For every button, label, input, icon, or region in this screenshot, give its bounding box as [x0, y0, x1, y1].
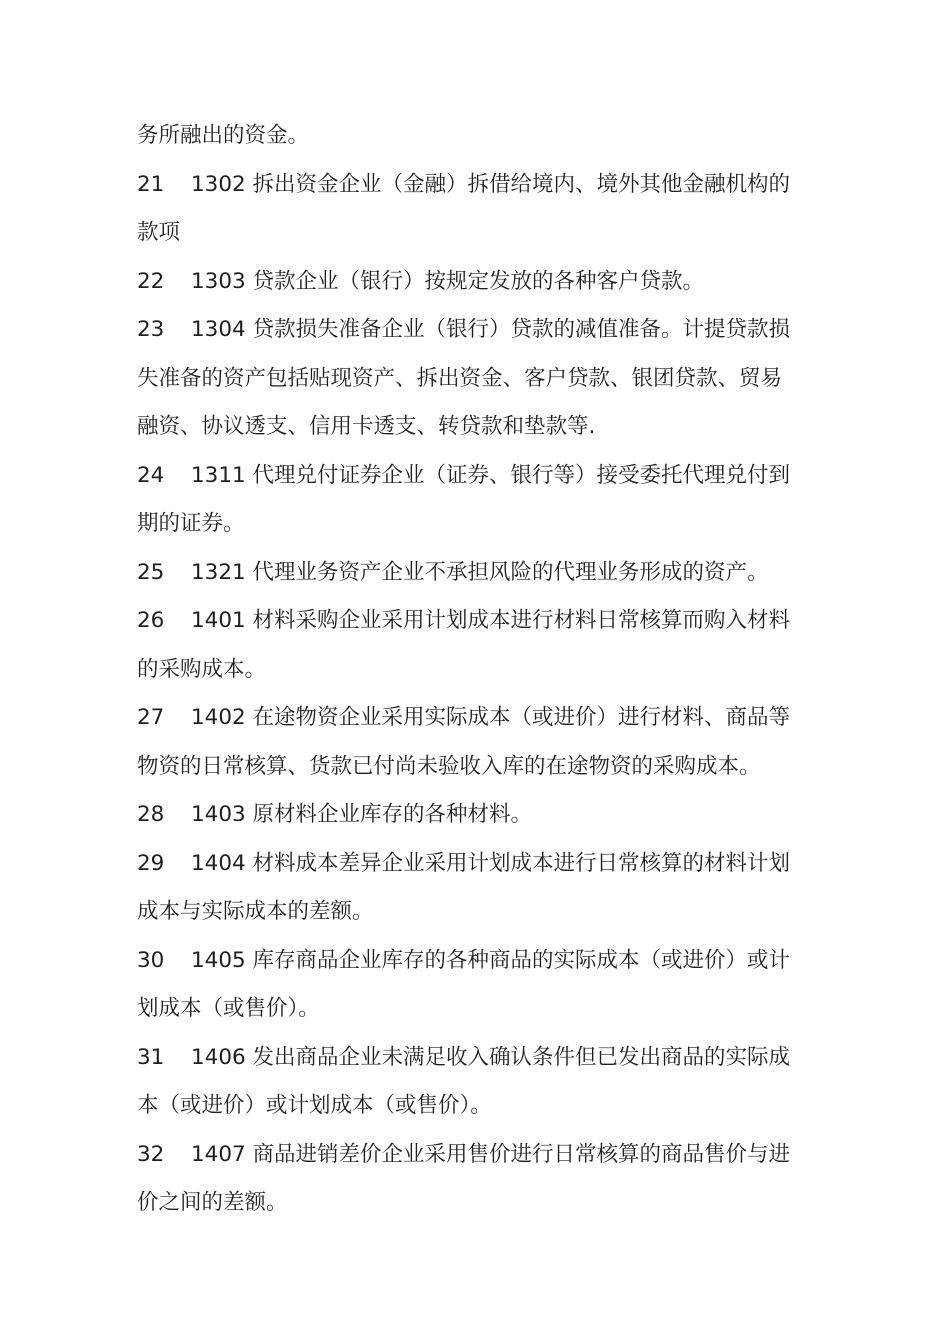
line-number: 30: [137, 947, 165, 973]
line-text: 物资的日常核算、货款已付尚未验收入库的在途物资的采购成本。: [137, 753, 761, 779]
text-line: [137, 549, 813, 598]
text-line: [137, 403, 813, 452]
text-line: [137, 355, 813, 404]
text-line: [137, 1034, 813, 1083]
line-number: 21: [137, 171, 165, 197]
line-text: 1304 贷款损失准备企业（银行）贷款的减值准备。计提贷款损: [191, 317, 791, 342]
text-line: [137, 452, 813, 501]
text-line: [137, 209, 813, 258]
line-text: 务所融出的资金。: [137, 123, 310, 148]
line-text: 1403 原材料企业库存的各种材料。: [191, 802, 533, 827]
line-text: 1406 发出商品企业未满足收入确认条件但已发出商品的实际成: [191, 1044, 791, 1070]
text-line: [137, 597, 813, 646]
text-line: [137, 646, 813, 695]
line-text: 1311 代理兑付证券企业（证券、银行等）接受委托代理兑付到: [191, 462, 791, 488]
line-number: 31: [137, 1044, 165, 1070]
text-line: [137, 1131, 813, 1180]
line-text: 1401 材料采购企业采用计划成本进行材料日常核算而购入材料: [191, 608, 791, 633]
text-line: [137, 161, 813, 210]
line-number: 24: [137, 462, 165, 488]
line-text: 1321 代理业务资产企业不承担风险的代理业务形成的资产。: [191, 559, 769, 585]
text-line: [137, 840, 813, 889]
text-line: [137, 1179, 813, 1228]
line-number: 29: [137, 850, 165, 876]
text-line: [137, 743, 813, 792]
line-text: 1303 贷款企业（银行）按规定发放的各种客户贷款。: [191, 268, 705, 294]
text-line: [137, 112, 813, 161]
line-number: 22: [137, 268, 165, 294]
line-text: 1405 库存商品企业库存的各种商品的实际成本（或进价）或计: [191, 947, 791, 973]
line-text: 1302 拆出资金企业（金融）拆借给境内、境外其他金融机构的: [191, 171, 791, 197]
line-text: 划成本（或售价）。: [137, 996, 320, 1021]
line-number: 25: [137, 559, 165, 585]
line-number: 32: [137, 1141, 165, 1167]
text-line: [137, 937, 813, 986]
line-text: 价之间的差额。: [137, 1190, 288, 1215]
line-text: 的采购成本。: [137, 656, 267, 682]
line-text: 1404 材料成本差异企业采用计划成本进行日常核算的材料计划: [191, 850, 791, 876]
line-text: 1402 在途物资企业采用实际成本（或进价）进行材料、商品等: [191, 705, 791, 730]
line-text: 1407 商品进销差价企业采用售价进行日常核算的商品售价与进: [191, 1141, 791, 1167]
line-number: 27: [137, 705, 165, 730]
text-line: [137, 985, 813, 1034]
line-text: 期的证券。: [137, 511, 245, 536]
line-text: 成本与实际成本的差额。: [137, 899, 374, 924]
text-line: [137, 888, 813, 937]
text-line: [137, 1082, 813, 1131]
text-line: [137, 500, 813, 549]
document-body: [137, 112, 813, 1228]
text-line: [137, 791, 813, 840]
line-number: 23: [137, 317, 165, 342]
line-number: 28: [137, 802, 165, 827]
line-text: 本（或进价）或计划成本（或售价）。: [137, 1093, 492, 1118]
line-number: 26: [137, 608, 165, 633]
text-line: [137, 694, 813, 743]
text-line: [137, 258, 813, 307]
text-line: [137, 306, 813, 355]
line-text: 款项: [137, 220, 181, 245]
line-text: 融资、协议透支、信用卡透支、转贷款和垫款等.: [137, 414, 596, 439]
line-text: 失准备的资产包括贴现资产、拆出资金、客户贷款、银团贷款、贸易: [137, 365, 783, 391]
